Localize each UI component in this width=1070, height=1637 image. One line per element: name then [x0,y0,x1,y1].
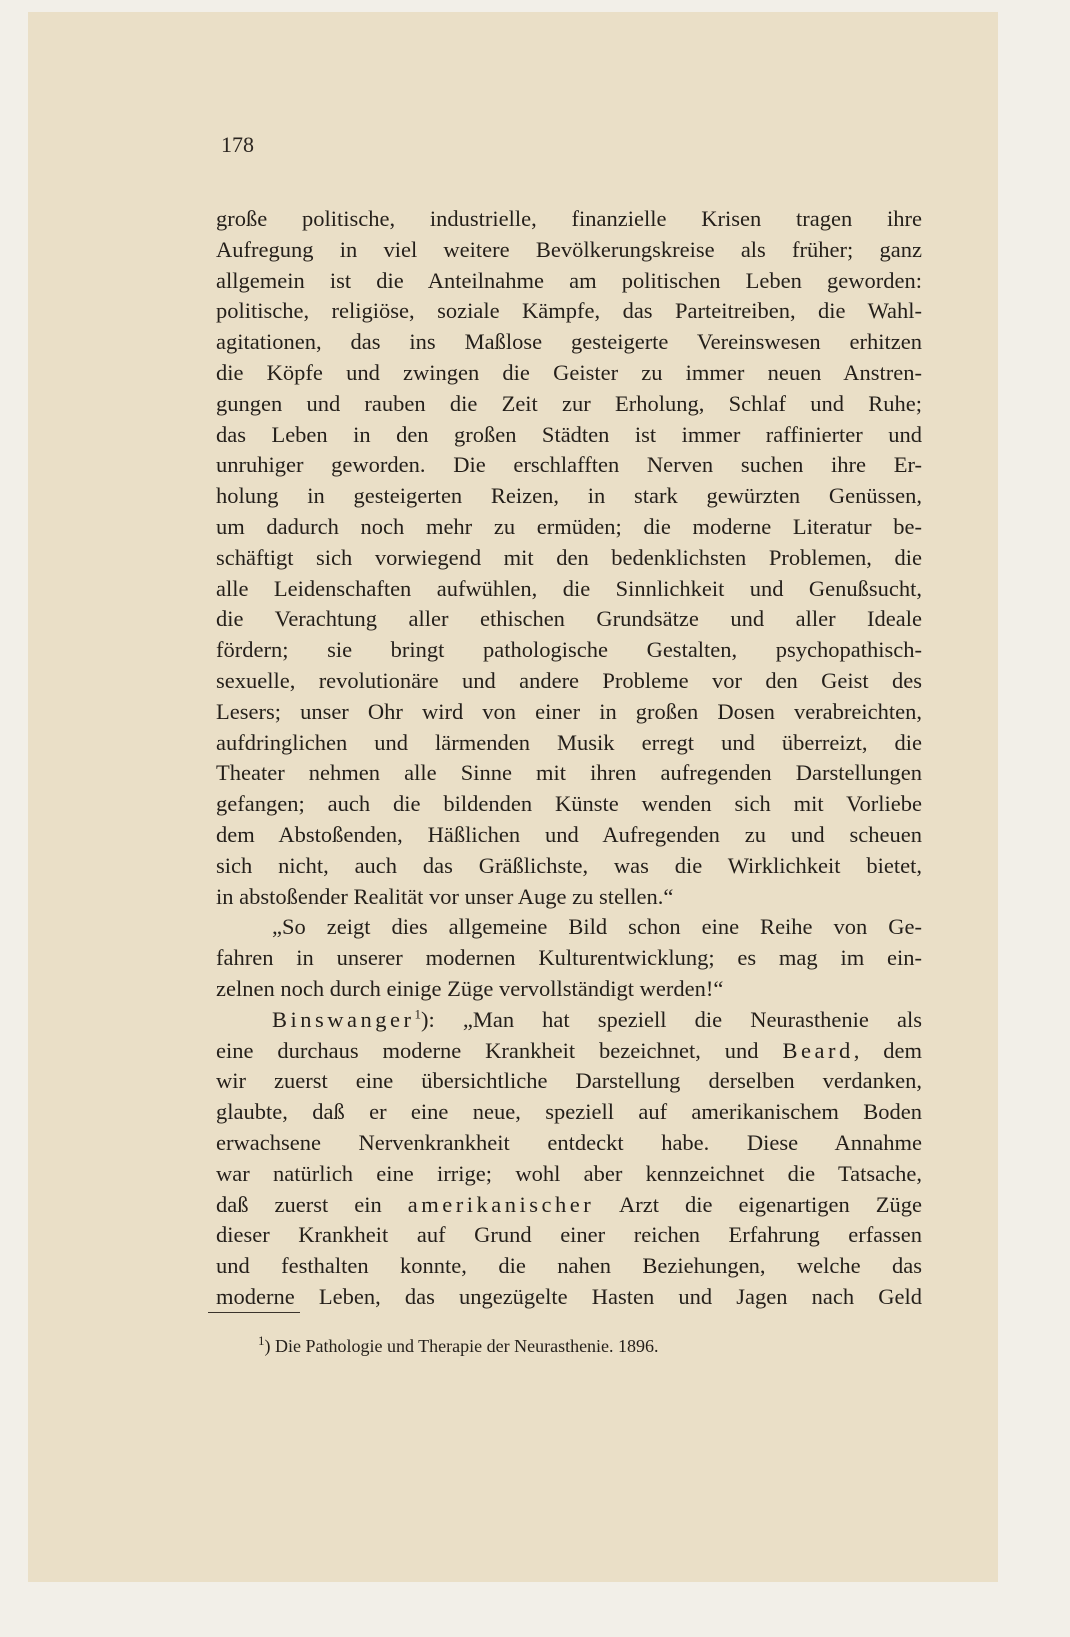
book-page [28,12,998,1582]
text-line [216,389,922,420]
text-line [216,543,922,574]
text-segment: ): „Man hat speziell die Neurasthenie als [420,1006,922,1032]
text-segment: um dadurch noch mehr zu ermüden; die moderne Literatur be- [216,513,922,539]
text-line [216,728,922,759]
text-segment: zelnen noch durch einige Züge vervollständigt werden!“ [216,975,724,1001]
text-line [216,912,922,943]
footnote-rule [208,1312,300,1313]
text-segment: daß zuerst ein [216,1191,408,1217]
text-line [216,512,922,543]
text-segment: gefangen; auch die bildenden Künste wenden sich mit Vorliebe [216,791,922,817]
text-line [216,974,922,1005]
text-line [216,820,922,851]
text-line [216,758,922,789]
text-line [216,666,922,697]
spaced-emphasis: Beard [782,1037,854,1063]
body-text [216,204,922,1313]
text-segment: und festhalten konnte, die nahen Beziehungen, welche das [216,1253,922,1279]
footnote-text: ) Die Pathologie und Therapie der Neurasthenie. 1896. [264,1336,659,1356]
text-segment: gungen und rauben die Zeit zur Erholung, Schlaf und Ruhe; [216,390,922,416]
text-line [216,420,922,451]
text-segment: dem Abstoßenden, Häßlichen und Aufregenden zu und scheuen [216,821,922,847]
footnote-marker: 1 [258,1333,265,1348]
text-segment: dieser Krankheit auf Grund einer reichen Erfahrung erfassen [216,1222,922,1248]
text-segment: große politische, industrielle, finanzielle Krisen tragen ihre [216,206,922,231]
text-segment: glaubte, daß er eine neue, speziell auf amerikanischem Boden [216,1099,922,1125]
text-line [216,697,922,728]
text-segment: Theater nehmen alle Sinne mit ihren aufregenden Darstellungen [216,760,922,786]
text-line [216,635,922,666]
page-number: 178 [221,132,254,157]
text-line [216,851,922,882]
text-segment: das Leben in den großen Städten ist immer raffinierter und [216,421,922,447]
text-segment: Arzt die eigenartigen Züge [594,1191,922,1217]
text-line [216,1066,922,1097]
text-segment: erwachsene Nervenkrankheit entdeckt habe. Diese Annahme [216,1129,922,1155]
text-line [216,1282,922,1313]
text-line [216,943,922,974]
text-segment: sexuelle, revolutionäre und andere Probleme vor den Geist des [216,667,922,693]
spaced-emphasis: amerikanischer [407,1191,595,1217]
text-line [216,358,922,389]
text-segment: in abstoßender Realität vor unser Auge zu stellen.“ [216,883,674,909]
text-segment: Lesers; unser Ohr wird von einer in großen Dosen verabreichten, [216,698,922,724]
text-segment: aufdringlichen und lärmenden Musik erregt und überreizt, die [216,729,922,755]
text-segment: Aufregung in viel weitere Bevölkerungskreise als früher; ganz [216,236,922,262]
text-segment: alle Leidenschaften aufwühlen, die Sinnlichkeit und Genußsucht, [216,575,922,601]
text-segment: die Köpfe und zwingen die Geister zu immer neuen Anstren- [216,359,922,385]
text-segment: holung in gesteigerten Reizen, in stark gewürzten Genüssen, [216,483,922,509]
text-line [216,1097,922,1128]
text-line [216,266,922,297]
text-segment: fahren in unserer modernen Kulturentwicklung; es mag im ein- [216,945,922,971]
text-line [216,1251,922,1282]
text-line [216,204,922,235]
text-line [216,882,922,913]
text-line [216,1190,922,1221]
footnote-reference: 1 [414,1006,421,1022]
text-line [216,574,922,605]
text-segment: war natürlich eine irrige; wohl aber kennzeichnet die Tatsache, [216,1160,922,1186]
text-line [216,1036,922,1067]
footnote [258,1333,659,1357]
text-line [216,481,922,512]
spaced-emphasis: Binswanger [272,1006,415,1032]
text-line [216,450,922,481]
text-segment: agitationen, das ins Maßlose gesteigerte Vereinswesen erhitzen [216,329,922,355]
text-segment: sich nicht, auch das Gräßlichste, was die Wirklichkeit bietet, [216,852,922,878]
text-segment: politische, religiöse, soziale Kämpfe, das Parteitreiben, die Wahl- [216,298,922,324]
text-segment: eine durchaus moderne Krankheit bezeichnet, und [216,1037,783,1063]
text-line [216,789,922,820]
text-segment: moderne Leben, das ungezügelte Hasten und Jagen nach Geld [216,1283,922,1309]
text-segment: fördern; sie bringt pathologische Gestalten, psychopathisch- [216,637,922,663]
text-segment: die Verachtung aller ethischen Grundsätze und aller Ideale [216,606,922,632]
text-line [216,1005,922,1036]
text-line [216,1159,922,1190]
text-line [216,604,922,635]
text-segment: allgemein ist die Anteilnahme am politischen Leben geworden: [216,267,922,293]
text-segment: schäftigt sich vorwiegend mit den bedenklichsten Problemen, die [216,544,922,570]
text-segment: wir zuerst eine übersichtliche Darstellung derselben verdanken, [216,1068,922,1094]
text-line [216,1220,922,1251]
text-segment: unruhiger geworden. Die erschlafften Nerven suchen ihre Er- [216,452,922,478]
text-line [216,327,922,358]
text-line [216,1128,922,1159]
text-line [216,235,922,266]
text-segment: „So zeigt dies allgemeine Bild schon eine Reihe von Ge- [272,914,922,940]
text-line [216,296,922,327]
text-segment: , dem [853,1037,922,1063]
